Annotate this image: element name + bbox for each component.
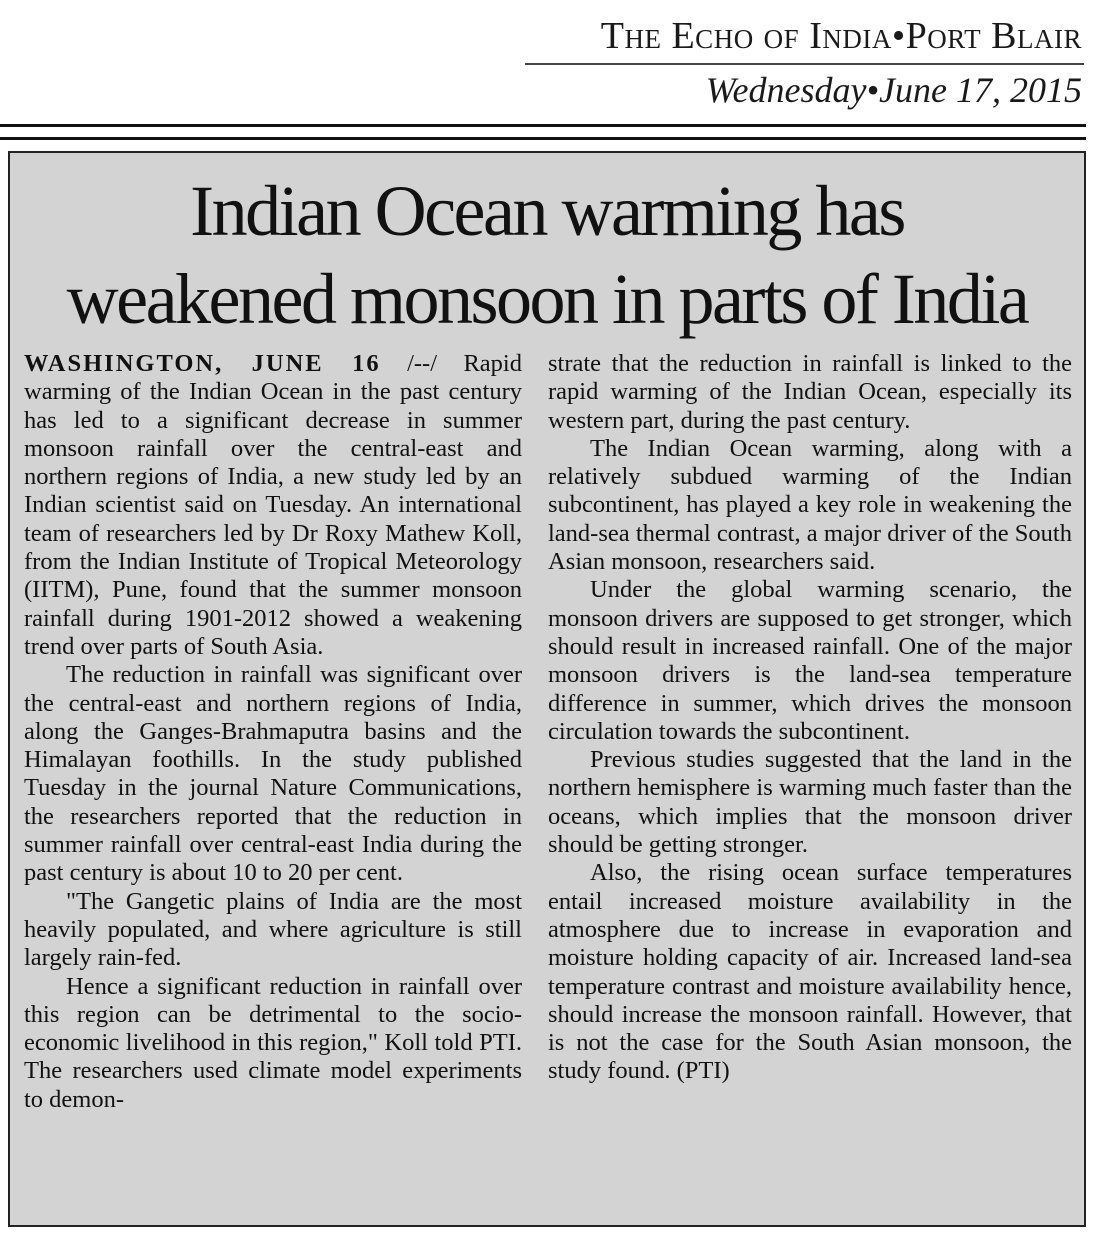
- paragraph: strate that the reduction in rainfall is linked to the rapid warming of the Indian Ocean, especially its western part, during the past century.: [548, 350, 1072, 434]
- headline-line-1: Indian Ocean warming has: [190, 171, 904, 251]
- page-rule-bottom: [0, 137, 1086, 140]
- paragraph: The Indian Ocean warming, along with a relatively subdued warming of the Indian subcontinent, has played a key role in weakening the land-sea thermal contrast, a major driver of the South Asian monsoon, researchers said.: [548, 434, 1072, 576]
- paragraph: Under the global warming scenario, the monsoon drivers are supposed to get stronger, which should result in increased rainfall. One of the major monsoon drivers is the land-sea temperature difference in summer, which drives the monsoon circulation towards the subcontinent.: [548, 576, 1072, 745]
- paragraph: Previous studies suggested that the land in the northern hemisphere is warming much faster than the oceans, which implies that the monsoon driver should be getting stronger.: [548, 746, 1072, 859]
- headline: [10, 167, 1084, 343]
- paragraph: Also, the rising ocean surface temperatures entail increased moisture availability in the atmosphere due to increase in evaporation and moisture holding capacity of air. Increased land-sea temperature contrast and moisture availability hence, should increase the monsoon rainfall. However, that is not the case for the South Asian monsoon, the study found. (PTI): [548, 859, 1072, 1085]
- paragraph-text: /--/ Rapid warming of the Indian Ocean in the past century has led to a significant decrease in summer monsoon rainfall over the central-east and northern regions of India, a new study led by an Indian scientist said on Tuesday. An international team of researchers led by Dr Roxy Mathew Koll, from the Indian Institute of Tropical Meteorology (IITM), Pune, found that the summer monsoon rainfall during 1901-2012 showed a weakening trend over parts of South Asia.: [24, 350, 522, 660]
- dateline: WASHINGTON, JUNE 16: [24, 350, 381, 377]
- paragraph: The reduction in rainfall was significant over the central-east and northern regions of India, along the Ganges-Brahmaputra basins and the Himalayan foothills. In the study published Tuesday in the journal Nature Communications, the researchers reported that the reduction in summer rainfall over central-east India during the past century is about 10 to 20 per cent.: [24, 661, 522, 887]
- masthead: [0, 0, 1094, 150]
- article-column-left: [24, 350, 522, 1114]
- paragraph: "The Gangetic plains of India are the most heavily populated, and where agriculture is still largely rain-fed.: [24, 887, 522, 972]
- headline-line-2: weakened monsoon in parts of India: [66, 259, 1028, 339]
- page-rule-top: [0, 124, 1086, 127]
- article-column-right: [548, 350, 1072, 1086]
- article-box: [8, 151, 1086, 1227]
- masthead-divider: [525, 63, 1084, 65]
- paragraph: [24, 350, 522, 661]
- issue-date: Wednesday•June 17, 2015: [705, 70, 1082, 110]
- newspaper-title: The Echo of India•Port Blair: [600, 15, 1082, 57]
- paragraph: Hence a significant reduction in rainfall over this region can be detrimental to the socio-economic livelihood in this region," Koll told PTI. The researchers used climate model experiments to demon-: [24, 972, 522, 1113]
